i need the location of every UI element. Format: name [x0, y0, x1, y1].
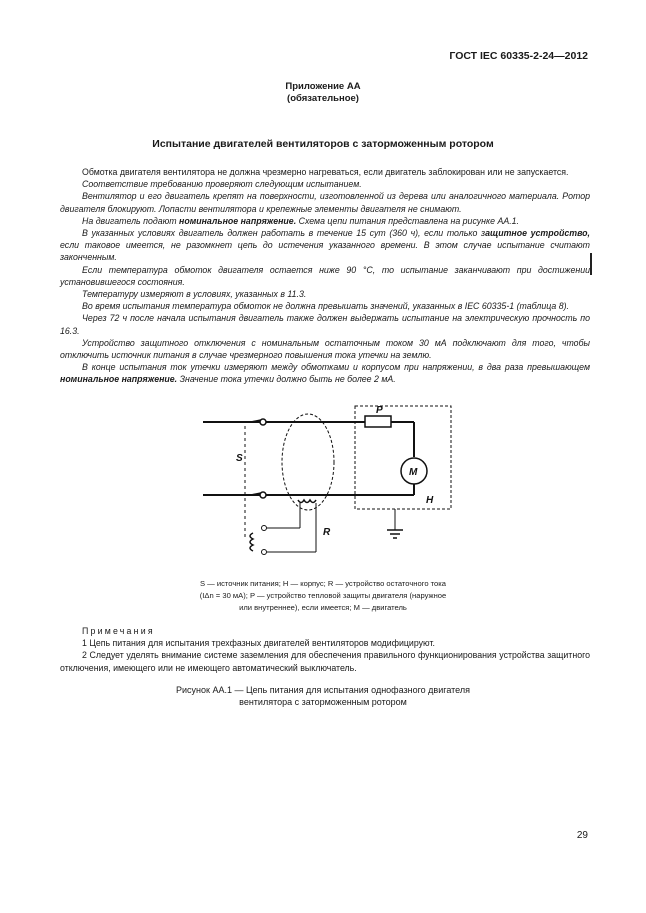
- standard-designation: ГОСТ IEC 60335-2-24—2012: [449, 50, 588, 62]
- figure-title-line: Рисунок АА.1 — Цепь питания для испытания однофазного двигателя: [176, 685, 470, 695]
- label-P: P: [376, 405, 383, 416]
- paragraph: В указанных условиях двигатель должен работать в течение 15 сут (360 ч), если только защитное устройство, если таковое имеется, не разомкнет цепь до истечения указанного времени. В этом случае испытание считают законченным.: [60, 228, 590, 263]
- note-item: 1 Цепь питания для испытания трехфазных двигателей вентиляторов модифицируют.: [82, 638, 435, 649]
- legend-line: или внутреннее), если имеется; M — двигатель: [239, 603, 407, 612]
- notes-heading: Примечания: [82, 626, 155, 636]
- appendix-title: Приложение АА: [285, 81, 361, 92]
- paragraph: Во время испытания температура обмоток не должна превышать значений, указанных в IEC 60335-1 (таблица 8).: [82, 301, 569, 312]
- appendix-status: (обязательное): [287, 93, 359, 104]
- label-R: R: [323, 527, 331, 538]
- label-H: H: [426, 495, 434, 506]
- paragraph: На двигатель подают номинальное напряжение. Схема цепи питания представлена на рисунке АА.1.: [82, 215, 519, 226]
- protective-device-shape: [365, 416, 391, 427]
- circuit-diagram: [195, 400, 455, 570]
- note-item: 2 Следует уделять внимание системе заземления для обеспечения правильного функционирования устройства защитного отключения, имеющего или не имеющего автоматический выключатель.: [60, 650, 590, 673]
- paragraph: Вентилятор и его двигатель крепят на поверхности, изготовленной из дерева или аналогичного материала. Ротор двигателя блокируют. Лопасти вентилятора и крепежные элементы двигателя не снимают.: [60, 191, 590, 214]
- paragraph: Устройство защитного отключения с номинальным остаточным током 30 мА подключают для того, чтобы отключить источник питания в случае чрезмерного повышения тока утечки на землю.: [60, 337, 590, 361]
- legend-line: (IΔn = 30 мА); P — устройство тепловой защиты двигателя (наружное: [199, 591, 447, 600]
- body-text: [60, 166, 590, 386]
- paragraph: Температуру измеряют в условиях, указанных в 11.3.: [82, 289, 307, 300]
- figure-title: [140, 684, 506, 708]
- change-bar: [590, 253, 592, 275]
- figure-legend: [160, 578, 486, 614]
- page-number: 29: [576, 830, 588, 841]
- paragraph: В конце испытания ток утечки измеряют между обмотками и корпусом при напряжении, в два раза превышающем номинальное напряжение. Значение тока утечки должно быть не более 2 мА.: [60, 362, 590, 385]
- figure-title-line: вентилятора с заторможенным ротором: [239, 697, 407, 707]
- paragraph: Если температура обмоток двигателя остается ниже 90 °С, то испытание заканчивают при достижении установившегося состояния.: [60, 264, 590, 287]
- paragraph: Соответствие требованию проверяют следующим испытанием.: [82, 179, 362, 190]
- notes-block: [60, 625, 590, 674]
- label-M: M: [409, 467, 418, 478]
- section-title: Испытание двигателей вентиляторов с заторможенным ротором: [152, 138, 494, 150]
- legend-line: S — источник питания; H — корпус; R — устройство остаточного тока: [199, 579, 446, 588]
- label-S: S: [236, 453, 243, 464]
- paragraph: Через 72 ч после начала испытания двигатель также должен выдержать испытание на электрическую прочность по 16.3.: [60, 313, 590, 336]
- paragraph: Обмотка двигателя вентилятора не должна чрезмерно нагреваться, если двигатель заблокирован или не запускается.: [82, 167, 569, 177]
